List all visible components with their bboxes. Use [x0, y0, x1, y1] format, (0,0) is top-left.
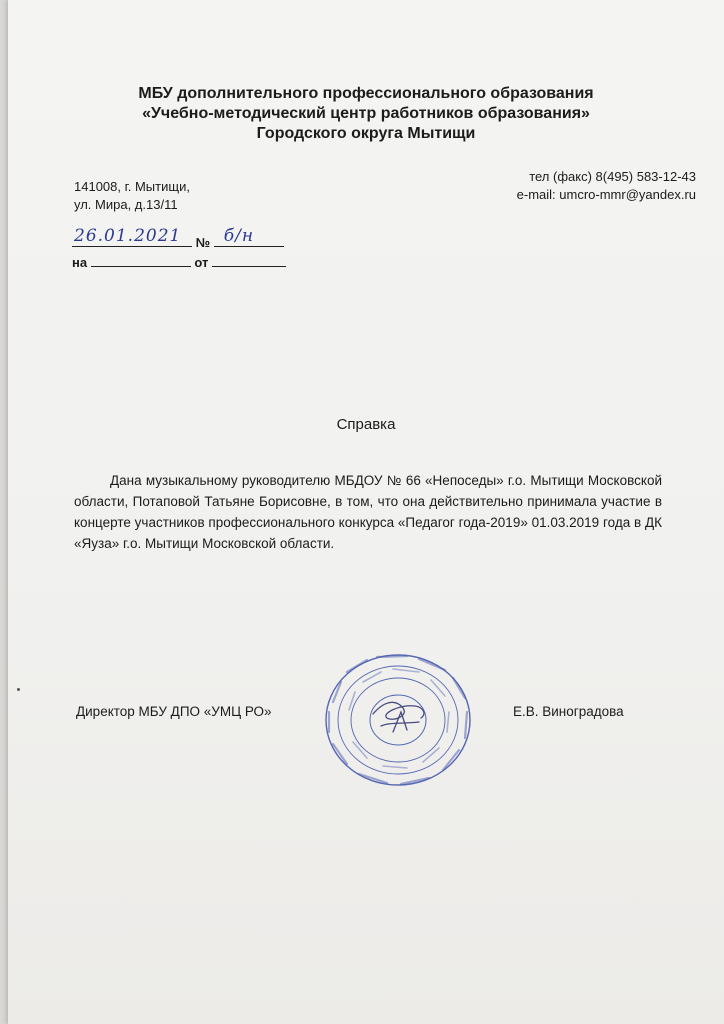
handwritten-date: 26.01.2021 [74, 226, 182, 246]
official-seal-stamp [323, 652, 473, 788]
address-line-1: 141008, г. Мытищи, [74, 179, 190, 194]
header-line-2: «Учебно-методический центр работников образования» [142, 105, 590, 122]
address-line-2: ул. Мира, д.13/11 [74, 197, 178, 212]
postal-address [74, 178, 190, 214]
from-label: от [194, 255, 209, 270]
date-field [72, 226, 192, 247]
handwritten-number: б/н [223, 226, 255, 246]
contacts-block [517, 168, 696, 204]
header-line-1: МБУ дополнительного профессионального образования [138, 85, 594, 102]
number-label: № [195, 235, 211, 250]
document-title: Справка [336, 416, 396, 433]
reply-label: на [72, 255, 88, 270]
paper-speck [17, 688, 20, 691]
reply-number-field [91, 252, 191, 267]
reply-date-field [212, 252, 286, 267]
document-sheet [8, 0, 724, 1024]
director-signature [373, 702, 424, 732]
number-field [214, 226, 284, 247]
reply-line [72, 252, 286, 270]
registration-line [72, 226, 284, 250]
signatory-name: Е.В. Виноградова [513, 704, 624, 719]
email: e-mail: umcro-mmr@yandex.ru [516, 187, 696, 202]
organization-header [8, 84, 724, 144]
document-body: Дана музыкальному руководителю МБДОУ № 66 «Непоседы» г.о. Мытищи Московской области, Потаповой Татьяне Борисовне, в том, что она действительно принимала участие в концерте участников профессионального конкурса «Педагог года-2019» 01.03.2019 года в ДК «Яуза» г.о. Мытищи Московской области. [74, 473, 662, 551]
phone-fax: тел (факс) 8(495) 583-12-43 [529, 169, 696, 184]
header-line-3: Городского округа Мытищи [256, 125, 476, 142]
signatory-position: Директор МБУ ДПО «УМЦ РО» [76, 704, 272, 719]
